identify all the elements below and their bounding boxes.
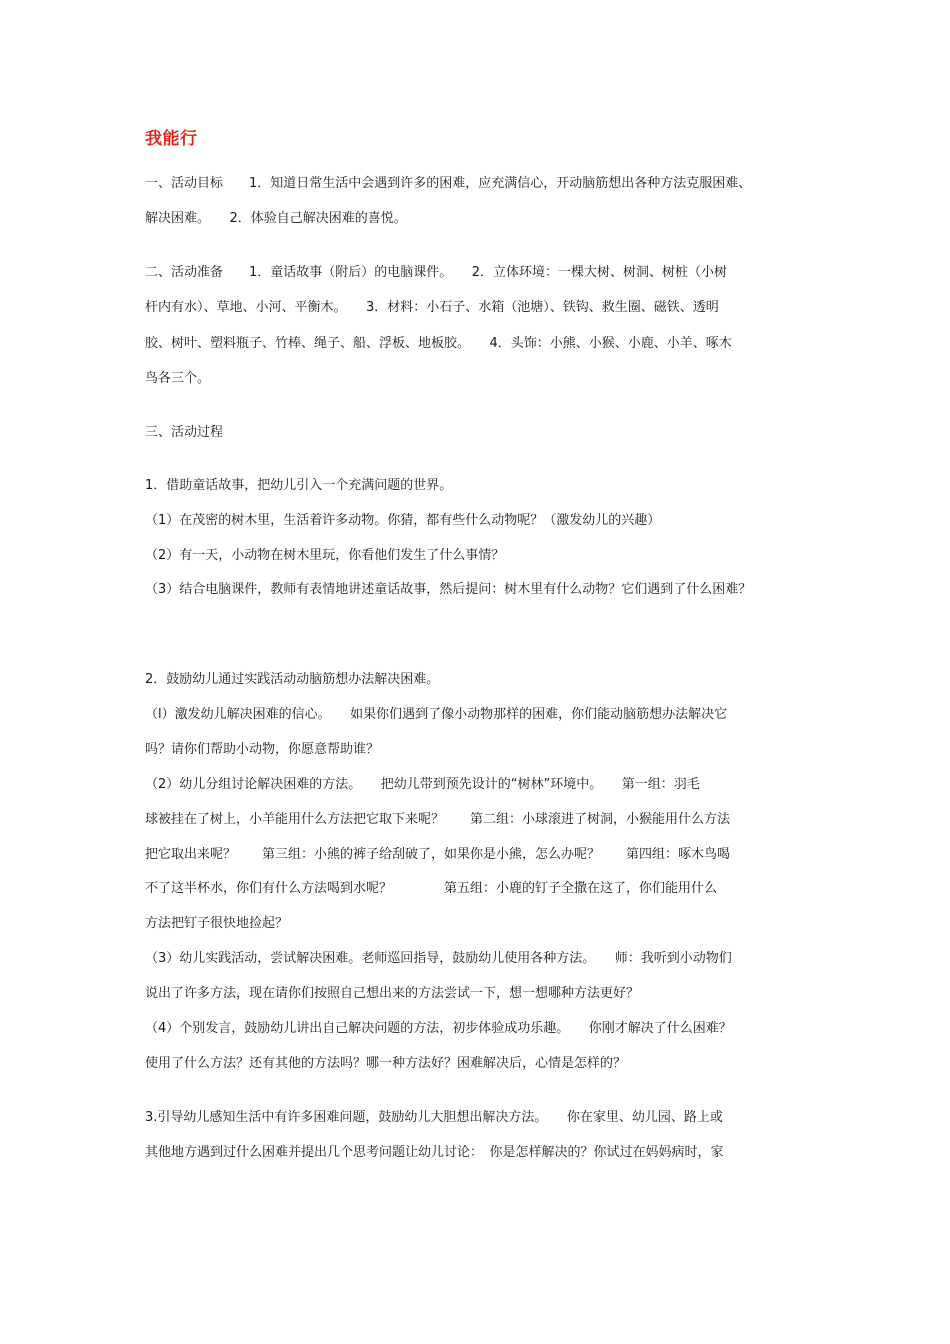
step2-heading: 2．鼓励幼儿通过实践活动动脑筋想办法解决困难。	[145, 672, 440, 687]
step2-line-4: 球被挂在了树上，小羊能用什么方法把它取下来呢？ 第二组：小球滚进了树洞，小猴能用什么方法	[145, 812, 731, 827]
prep-line-3: 胶、树叶、塑料瓶子、竹棒、绳子、船、浮板、地板胶。 4．头饰：小熊、小猴、小鹿、小羊、啄木	[145, 336, 732, 351]
document-title: 我能行	[145, 129, 198, 149]
goal-line-1: 一、活动目标 1．知道日常生活中会遇到许多的困难，应充满信心，开动脑筋想出各种方法克服困难、	[145, 176, 752, 191]
prep-line-2: 杆内有水）、草地、小河、平衡木。 3．材料：小石子、水箱（池塘）、铁钩、救生圈、磁铁、透明	[145, 300, 719, 315]
step2-line-5: 把它取出来呢？ 第三组：小熊的裤子给刮破了，如果你是小熊，怎么办呢？ 第四组：啄木鸟喝	[145, 847, 731, 862]
step3-line-1: 3.引导幼儿感知生活中有许多困难问题，鼓励幼儿大胆想出解决方法。 你在家里、幼儿园、路上或	[145, 1110, 723, 1125]
step2-line-2: 吗？请你们帮助小动物，你愿意帮助谁？	[145, 742, 380, 757]
step1-item-3: （3）结合电脑课件，教师有表情地讲述童话故事，然后提问：树木里有什么动物？它们遇到了什么困难？	[145, 582, 752, 597]
step2-line-1: （l）激发幼儿解决困难的信心。 如果你们遇到了像小动物那样的困难，你们能动脑筋想办法解决它	[145, 707, 728, 722]
prep-line-4: 鸟各三个。	[145, 371, 211, 386]
step3-line-2: 其他地方遇到过什么困难并提出几个思考问题让幼儿讨论： 你是怎样解决的？你试过在妈妈病时，家	[145, 1145, 724, 1160]
process-heading: 三、活动过程	[145, 425, 224, 440]
prep-line-1: 二、活动准备 1．童话故事（附后）的电脑课件。 2．立体环境：一棵大树、树洞、树桩（小树	[145, 265, 728, 280]
step2-line-9: 说出了许多方法，现在请你们按照自己想出来的方法尝试一下，想一想哪种方法更好？	[145, 986, 640, 1001]
step1-heading: 1．借助童话故事，把幼儿引入一个充满问题的世界。	[145, 478, 453, 493]
step2-line-10: （4）个别发言，鼓励幼儿讲出自己解决问题的方法，初步体验成功乐趣。 你刚才解决了什么困难？	[145, 1021, 732, 1036]
step2-line-3: （2）幼儿分组讨论解决困难的方法。 把幼儿带到预先设计的“树林”环境中。 第一组：羽毛	[145, 777, 700, 792]
step2-line-7: 方法把钉子很快地捡起？	[145, 916, 289, 931]
step2-line-8: （3）幼儿实践活动，尝试解决困难。老师巡回指导，鼓励幼儿使用各种方法。 师：我听到小动物们	[145, 951, 732, 966]
step1-item-1: （1）在茂密的树木里，生活着许多动物。你猜，都有些什么动物呢？（激发幼儿的兴趣）	[145, 513, 661, 528]
step2-line-6: 不了这半杯水，你们有什么方法喝到水呢？ 第五组：小鹿的钉子全撒在这了，你们能用什么	[145, 881, 718, 896]
step1-item-2: （2）有一天，小动物在树木里玩，你看他们发生了什么事情？	[145, 548, 505, 563]
goal-line-2: 解决困难。 2．体验自己解决困难的喜悦。	[145, 211, 407, 226]
step2-line-11: 使用了什么方法？还有其他的方法吗？哪一种方法好？困难解决后，心情是怎样的？	[145, 1056, 627, 1071]
